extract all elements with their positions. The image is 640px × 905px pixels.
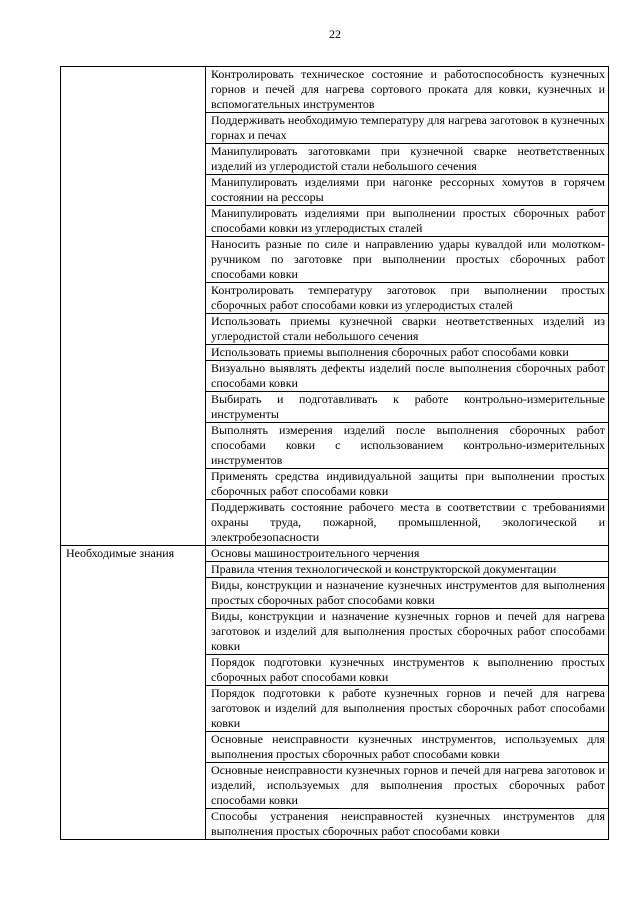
knowledge-item: Способы устранения неисправностей кузнечных инструментов для выполнения простых сборочных работ способами ковки — [206, 809, 609, 840]
knowledge-item: Основные неисправности кузнечных горнов и печей для нагрева заготовок и изделий, используемых для выполнения простых сборочных работ способами ковки — [206, 763, 609, 809]
skill-item: Манипулировать изделиями при выполнении простых сборочных работ способами ковки из углеродистых сталей — [206, 206, 609, 237]
skill-item: Визуально выявлять дефекты изделий после выполнения сборочных работ способами ковки — [206, 361, 609, 392]
knowledge-item: Порядок подготовки кузнечных инструментов к выполнению простых сборочных работ способами ковки — [206, 655, 609, 686]
knowledge-item: Порядок подготовки к работе кузнечных горнов и печей для нагрева заготовок и изделий для выполнения простых сборочных работ способами ковки — [206, 686, 609, 732]
skill-item: Выполнять измерения изделий после выполнения сборочных работ способами ковки с использованием контрольно-измерительных инструментов — [206, 423, 609, 469]
skill-item: Манипулировать заготовками при кузнечной сварке неответственных изделий из углеродистой стали небольшого сечения — [206, 144, 609, 175]
table-row — [61, 546, 609, 562]
requirements-table-body — [61, 67, 609, 840]
page-number: 22 — [329, 27, 341, 41]
knowledge-item: Виды, конструкции и назначение кузнечных инструментов для выполнения простых сборочных работ способами ковки — [206, 578, 609, 609]
skill-item: Поддерживать состояние рабочего места в соответствии с требованиями охраны труда, пожарной, промышленной, экологической и электробезопасности — [206, 500, 609, 546]
section-label-skills — [61, 67, 206, 546]
skill-item: Манипулировать изделиями при нагонке рессорных хомутов в горячем состоянии на рессоры — [206, 175, 609, 206]
skill-item: Наносить разные по силе и направлению удары кувалдой или молотком-ручником по заготовке при выполнении простых сборочных работ способами ковки — [206, 237, 609, 283]
section-label-knowledge: Необходимые знания — [61, 546, 206, 840]
skill-item: Поддерживать необходимую температуру для нагрева заготовок в кузнечных горнах и печах — [206, 113, 609, 144]
requirements-table — [60, 66, 609, 840]
knowledge-item: Правила чтения технологической и конструкторской документации — [206, 562, 609, 578]
skill-item: Контролировать техническое состояние и работоспособность кузнечных горнов и печей для нагрева сортового проката для ковки, кузнечных и вспомогательных инструментов — [206, 67, 609, 113]
skill-item: Выбирать и подготавливать к работе контрольно-измерительные инструменты — [206, 392, 609, 423]
knowledge-item: Основные неисправности кузнечных инструментов, используемых для выполнения простых сборочных работ способами ковки — [206, 732, 609, 763]
skill-item: Контролировать температуру заготовок при выполнении простых сборочных работ способами ковки из углеродистых сталей — [206, 283, 609, 314]
skill-item: Применять средства индивидуальной защиты при выполнении простых сборочных работ способами ковки — [206, 469, 609, 500]
skill-item: Использовать приемы выполнения сборочных работ способами ковки — [206, 345, 609, 361]
table-row — [61, 67, 609, 113]
knowledge-item: Основы машиностроительного черчения — [206, 546, 609, 562]
skill-item: Использовать приемы кузнечной сварки неответственных изделий из углеродистой стали небольшого сечения — [206, 314, 609, 345]
knowledge-item: Виды, конструкции и назначение кузнечных горнов и печей для нагрева заготовок и изделий для выполнения простых сборочных работ способами ковки — [206, 609, 609, 655]
